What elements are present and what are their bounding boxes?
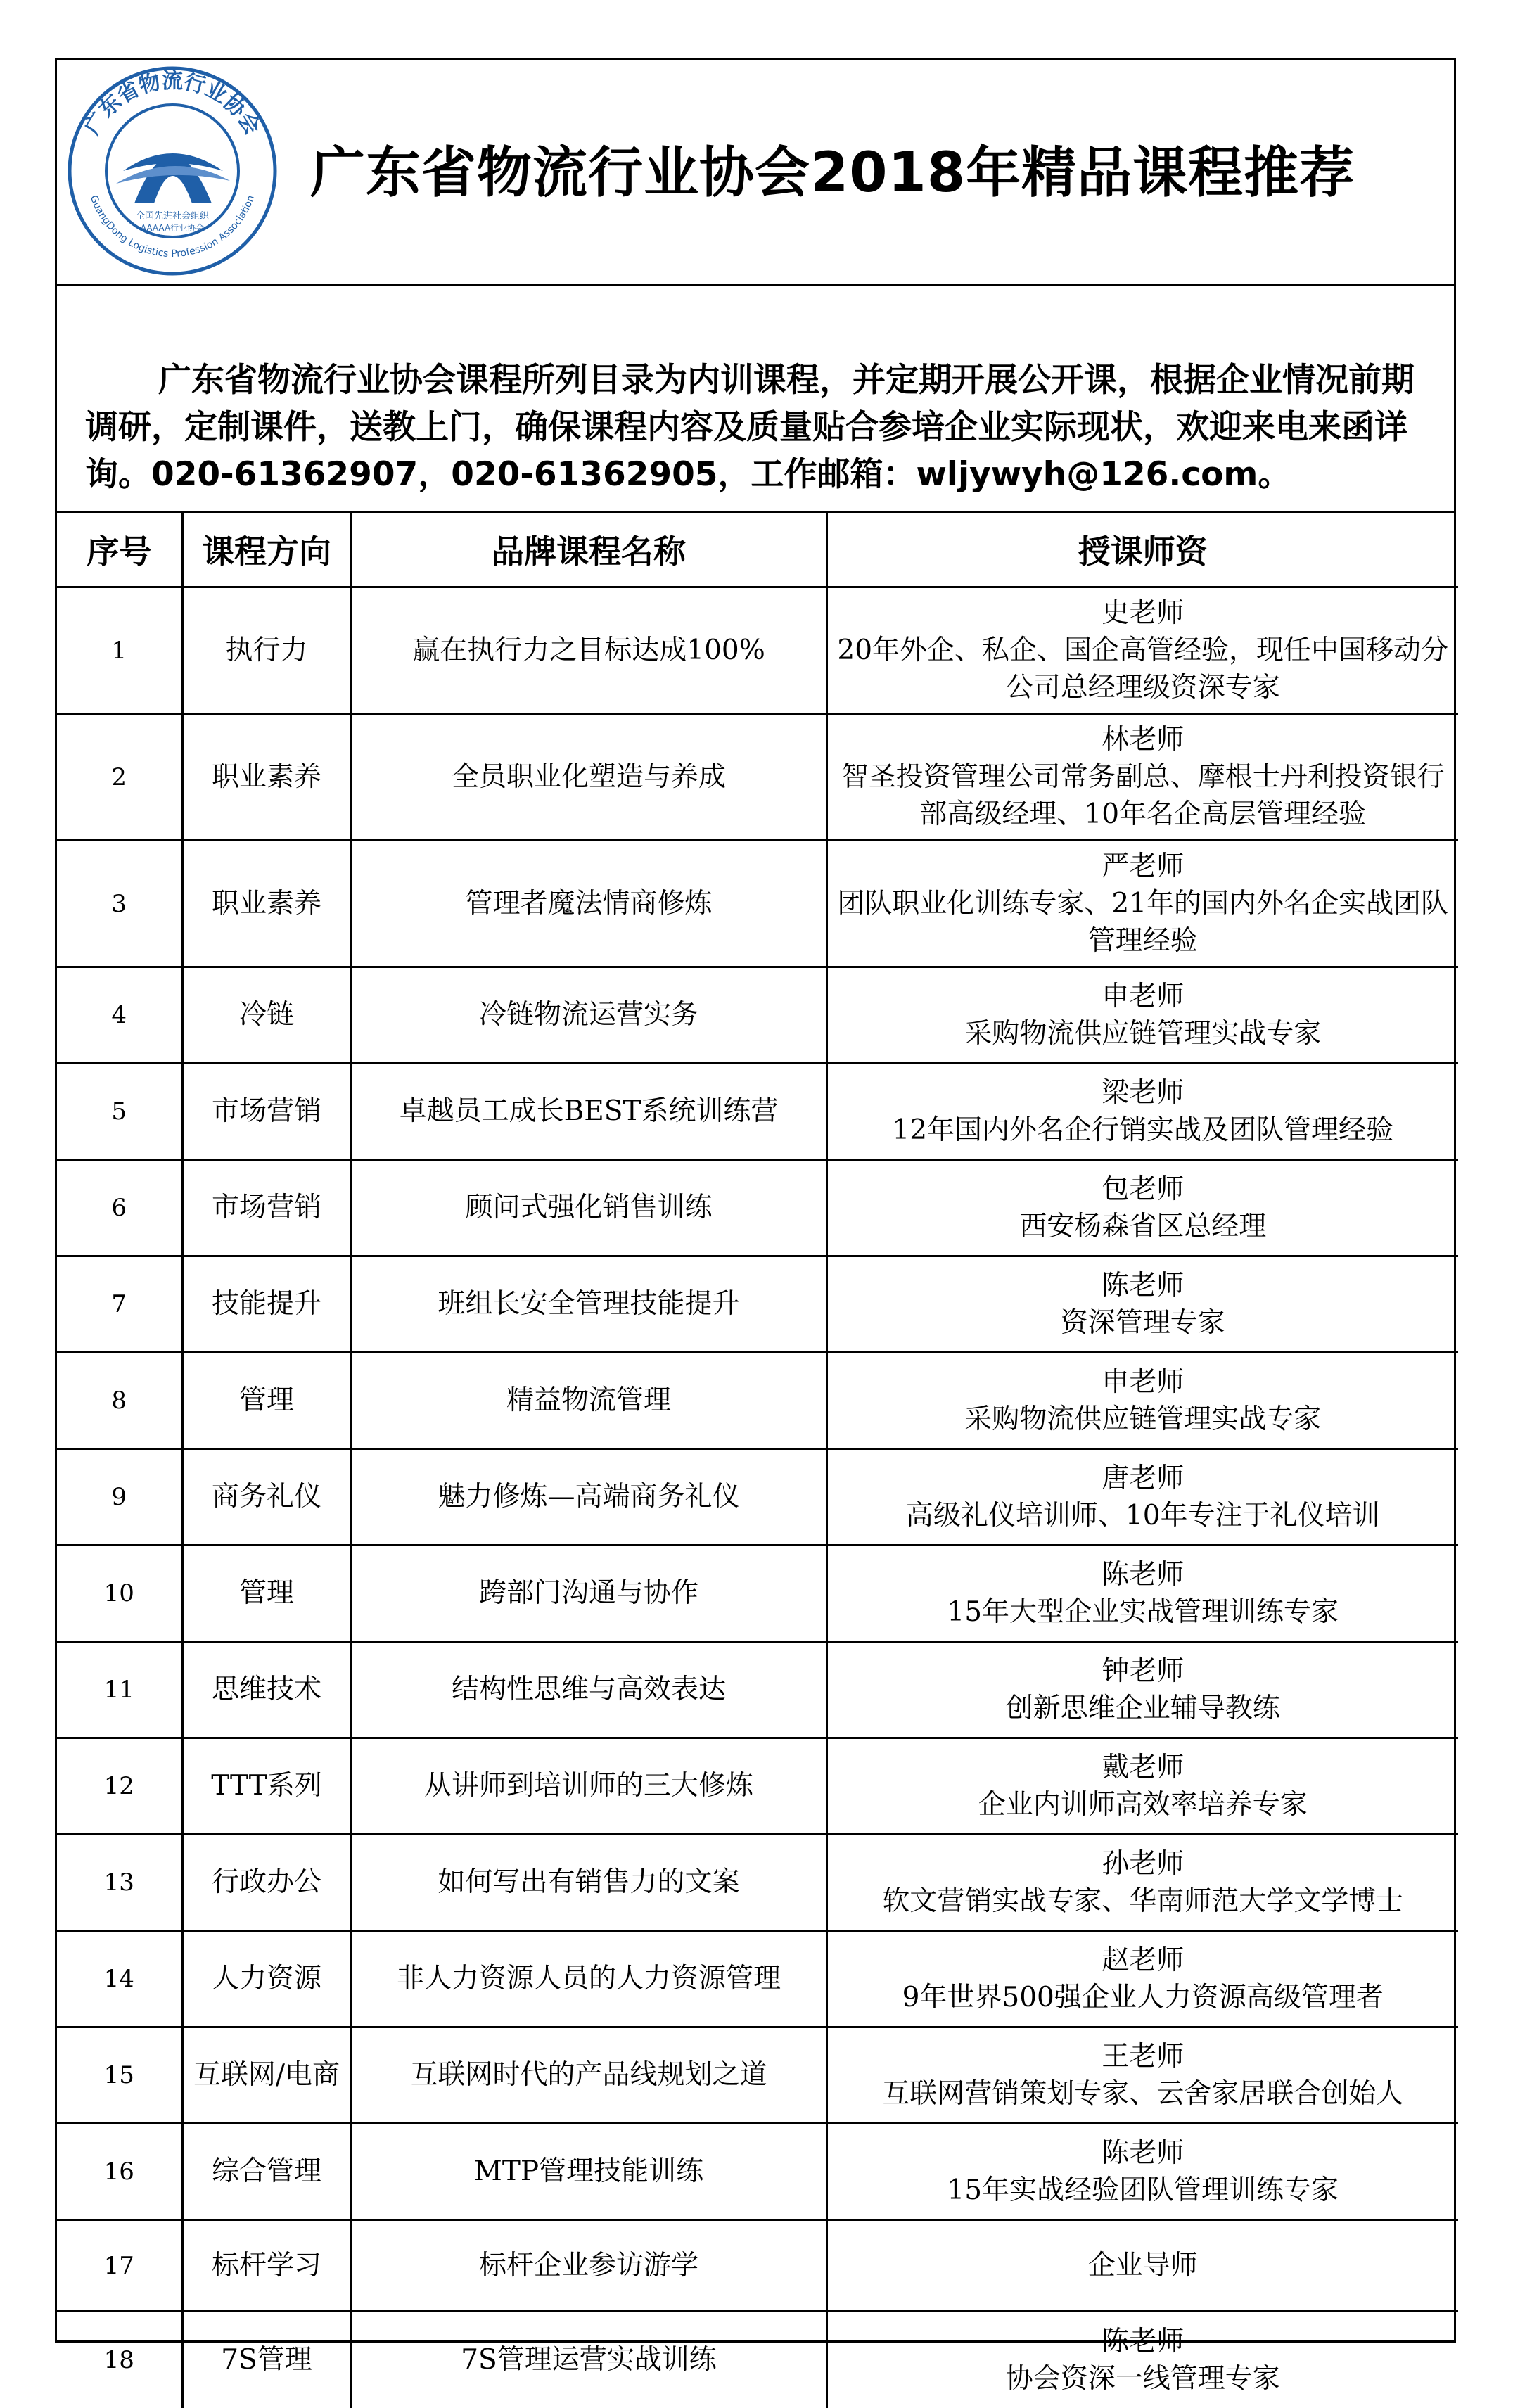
cell-no: 13 — [57, 1835, 182, 1931]
cell-direction: 市场营销 — [182, 1064, 351, 1160]
cell-no: 17 — [57, 2220, 182, 2312]
cell-no: 12 — [57, 1738, 182, 1835]
cell-course: 冷链物流运营实务 — [351, 967, 826, 1064]
header-direction: 课程方向 — [182, 513, 351, 587]
cell-course: 管理者魔法情商修炼 — [351, 841, 826, 967]
course-table — [57, 513, 1458, 2408]
table-row — [57, 1546, 1458, 1642]
cell-no: 4 — [57, 967, 182, 1064]
cell-no: 18 — [57, 2312, 182, 2408]
cell-no: 3 — [57, 841, 182, 967]
cell-direction: 冷链 — [182, 967, 351, 1064]
cell-no: 2 — [57, 714, 182, 841]
cell-no: 7 — [57, 1256, 182, 1353]
cell-no: 16 — [57, 2124, 182, 2220]
cell-no: 1 — [57, 587, 182, 714]
header-teacher: 授课师资 — [826, 513, 1458, 587]
cell-course: 赢在执行力之目标达成100% — [351, 587, 826, 714]
cell-course: MTP管理技能训练 — [351, 2124, 826, 2220]
table-row — [57, 1931, 1458, 2027]
cell-teacher: 陈老师 协会资深一线管理专家 — [826, 2312, 1458, 2408]
cell-no: 9 — [57, 1449, 182, 1546]
cell-teacher: 林老师 智圣投资管理公司常务副总、摩根士丹利投资银行部高级经理、10年名企高层管理经验 — [826, 714, 1458, 841]
cell-no: 8 — [57, 1353, 182, 1449]
cell-course: 卓越员工成长BEST系统训练营 — [351, 1064, 826, 1160]
cell-teacher: 唐老师 高级礼仪培训师、10年专注于礼仪培训 — [826, 1449, 1458, 1546]
svg-text:GuangDong Logistics Profession: GuangDong Logistics Profession Association — [87, 193, 257, 260]
cell-teacher: 陈老师 15年大型企业实战管理训练专家 — [826, 1546, 1458, 1642]
cell-course: 非人力资源人员的人力资源管理 — [351, 1931, 826, 2027]
page-header — [57, 60, 1454, 286]
cell-direction: 技能提升 — [182, 1256, 351, 1353]
svg-text:广东省物流行业协会: 广东省物流行业协会 — [79, 68, 265, 139]
table-row — [57, 2027, 1458, 2124]
cell-course: 魅力修炼—高端商务礼仪 — [351, 1449, 826, 1546]
cell-teacher: 梁老师 12年国内外名企行销实战及团队管理经验 — [826, 1064, 1458, 1160]
cell-no: 6 — [57, 1160, 182, 1256]
cell-direction: 管理 — [182, 1353, 351, 1449]
table-row — [57, 1449, 1458, 1546]
cell-direction: 标杆学习 — [182, 2220, 351, 2312]
table-row — [57, 2124, 1458, 2220]
table-row — [57, 1835, 1458, 1931]
cell-direction: 思维技术 — [182, 1642, 351, 1738]
cell-no: 10 — [57, 1546, 182, 1642]
header-no: 序号 — [57, 513, 182, 587]
cell-course: 从讲师到培训师的三大修炼 — [351, 1738, 826, 1835]
cell-teacher: 戴老师 企业内训师高效率培养专家 — [826, 1738, 1458, 1835]
table-row — [57, 2220, 1458, 2312]
cell-teacher: 企业导师 — [826, 2220, 1458, 2312]
cell-teacher: 包老师 西安杨森省区总经理 — [826, 1160, 1458, 1256]
cell-teacher: 申老师 采购物流供应链管理实战专家 — [826, 967, 1458, 1064]
cell-teacher: 赵老师 9年世界500强企业人力资源高级管理者 — [826, 1931, 1458, 2027]
cell-teacher: 钟老师 创新思维企业辅导教练 — [826, 1642, 1458, 1738]
table-header-row — [57, 513, 1458, 587]
cell-no: 5 — [57, 1064, 182, 1160]
table-row — [57, 1256, 1458, 1353]
table-row — [57, 587, 1458, 714]
table-row — [57, 841, 1458, 967]
cell-teacher: 陈老师 15年实战经验团队管理训练专家 — [826, 2124, 1458, 2220]
cell-teacher: 王老师 互联网营销策划专家、云舍家居联合创始人 — [826, 2027, 1458, 2124]
cell-direction: 行政办公 — [182, 1835, 351, 1931]
cell-course: 班组长安全管理技能提升 — [351, 1256, 826, 1353]
cell-course: 互联网时代的产品线规划之道 — [351, 2027, 826, 2124]
table-row — [57, 1738, 1458, 1835]
table-row — [57, 1353, 1458, 1449]
cell-teacher: 陈老师 资深管理专家 — [826, 1256, 1458, 1353]
cell-direction: 执行力 — [182, 587, 351, 714]
cell-direction: 互联网/电商 — [182, 2027, 351, 2124]
svg-text:全国先进社会组织: 全国先进社会组织 — [135, 211, 210, 222]
cell-teacher: 孙老师 软文营销实战专家、华南师范大学文学博士 — [826, 1835, 1458, 1931]
table-row — [57, 1064, 1458, 1160]
cell-course: 标杆企业参访游学 — [351, 2220, 826, 2312]
cell-direction: TTT系列 — [182, 1738, 351, 1835]
table-row — [57, 2312, 1458, 2408]
cell-course: 精益物流管理 — [351, 1353, 826, 1449]
cell-no: 11 — [57, 1642, 182, 1738]
cell-no: 14 — [57, 1931, 182, 2027]
cell-direction: 市场营销 — [182, 1160, 351, 1256]
cell-course: 如何写出有销售力的文案 — [351, 1835, 826, 1931]
svg-text:AAAAA行业协会: AAAAA行业协会 — [140, 223, 205, 233]
cell-course: 全员职业化塑造与养成 — [351, 714, 826, 841]
table-row — [57, 967, 1458, 1064]
cell-teacher: 申老师 采购物流供应链管理实战专家 — [826, 1353, 1458, 1449]
page-title: 广东省物流行业协会2018年精品课程推荐 — [310, 141, 1355, 205]
course-sheet — [55, 58, 1456, 2395]
cell-teacher: 严老师 团队职业化训练专家、21年的国内外名企实战团队管理经验 — [826, 841, 1458, 967]
cell-direction: 职业素养 — [182, 841, 351, 967]
intro-paragraph: 广东省物流行业协会课程所列目录为内训课程，并定期开展公开课，根据企业情况前期调研，定制课件，送教上门，确保课程内容及质量贴合参培企业实际现状，欢迎来电来函详询。020-61362907，020-61362905，工作邮箱：wljywyh@126.com。 — [57, 286, 1454, 513]
cell-course: 结构性思维与高效表达 — [351, 1642, 826, 1738]
association-logo — [67, 65, 278, 276]
cell-no: 15 — [57, 2027, 182, 2124]
cell-direction: 综合管理 — [182, 2124, 351, 2220]
cell-direction: 商务礼仪 — [182, 1449, 351, 1546]
cell-course: 跨部门沟通与协作 — [351, 1546, 826, 1642]
cell-course: 7S管理运营实战训练 — [351, 2312, 826, 2408]
cell-direction: 职业素养 — [182, 714, 351, 841]
cell-direction: 人力资源 — [182, 1931, 351, 2027]
cell-direction: 7S管理 — [182, 2312, 351, 2408]
cell-direction: 管理 — [182, 1546, 351, 1642]
cell-course: 顾问式强化销售训练 — [351, 1160, 826, 1256]
table-row — [57, 714, 1458, 841]
cell-teacher: 史老师 20年外企、私企、国企高管经验，现任中国移动分公司总经理级资深专家 — [826, 587, 1458, 714]
header-course: 品牌课程名称 — [351, 513, 826, 587]
table-row — [57, 1160, 1458, 1256]
table-row — [57, 1642, 1458, 1738]
